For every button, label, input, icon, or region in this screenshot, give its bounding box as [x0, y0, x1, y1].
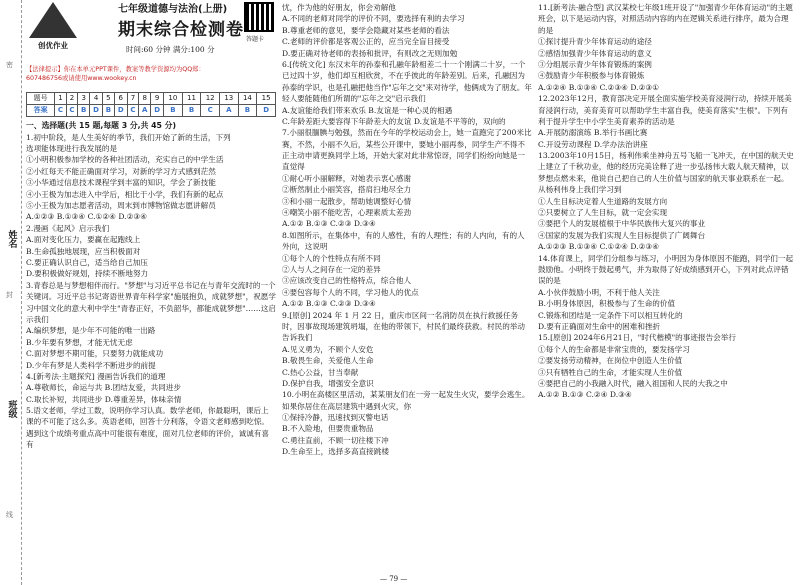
answer-option: D.生命至上，选择多高直接跳楼 — [282, 447, 389, 457]
questions-left — [26, 120, 276, 451]
question-text: 7.小丽很腼腆与勉强，然而在今年的学校运动会上，她一直跑完了200米比赛，不然，小丽不久后，某些公开课中，要她小丽再参，同学生产不得不正主动申请更换同学上场，开始大家对此非常惊讶，同学们纷纷向她是一直觉得 — [282, 128, 532, 172]
question-text: 5.语文老师，学过工数，说明你学习认真。数学老师，你最聪明，课后上课的不可能了这么多。英语老师，回答十分利落，令语文老师感到吃惊。遇到这个成绩考重点高中可能很有难度，面对几位老师的评价，诚诚有喜有 — [26, 406, 269, 450]
question-number-cell: 14 — [238, 93, 257, 105]
qr-label: 答题卡 — [246, 36, 265, 43]
page-header — [26, 0, 276, 64]
answer-option: ③只有牺牲自己的生命，才能实现人生价值 — [538, 367, 683, 377]
answer-option: ①耐心听小丽解释，对她表示衷心感谢 — [282, 173, 412, 183]
question-text: 10.小明在高楼区里活动，某某朋友们在一旁一起发生火灾，要学会逃生。如果你居住在高层建筑中遇到火灾，你 — [282, 390, 530, 411]
answer-option: A.①② B.①③ C.②③ D.③④ — [282, 299, 376, 309]
question-number-cell: 题号 — [27, 93, 55, 105]
answer-option: ②人与人之间存在一定的差异 — [282, 264, 381, 274]
answer-option: ③要把个人的发展植根于中华民族伟大复兴的事业 — [538, 219, 706, 229]
page-number: — 79 — — [380, 575, 408, 583]
answer-option: A.面对变化压力，要赢在起跑线上 — [26, 235, 141, 245]
answer-option: A.友谊能给我们带来欢乐 B.友谊是一种心灵的相遇 — [282, 105, 453, 115]
answer-cell: D — [114, 105, 127, 117]
question-text: 忧，作为他的好朋友，你会劝解他 — [282, 3, 396, 12]
question-text: 2.漫画《起风》启示我们 — [26, 223, 110, 233]
question-number-cell: 3 — [78, 93, 90, 105]
question-text: 13.2003年10月15日，杨利伟乘坐神舟五号飞船一飞冲天，在中国的航天史上建立了千秋功业，他的经历完美诠释了进一步弘扬伟大载人航天精神，以梦想点燃未来，他说自己把自己的人生价值与国家的航天事业联系在一起。从杨利伟身上我们学习到 — [538, 151, 794, 195]
answer-option: C.热心公益，甘当奉献 — [282, 367, 359, 377]
question-number-cell: 8 — [139, 93, 151, 105]
answer-cell: A — [139, 105, 151, 117]
question-text: 1.初中阶段，是人生美好的季节，我们开始了新的生活，下列 — [26, 132, 231, 142]
answer-cell: D — [257, 105, 276, 117]
answer-option: ④要包容每个人的不同，学习他人的优点 — [282, 287, 419, 297]
column-right — [538, 0, 794, 585]
question-number-cell: 10 — [164, 93, 183, 105]
answer-option: B.少年要有梦想，才能无忧无虑 — [26, 337, 133, 347]
seal-mark: 密 — [6, 61, 13, 69]
name-label: 姓名 — [6, 230, 17, 248]
answer-option: C.锻炼和团结是一定条件下可以相互转化的 — [538, 310, 683, 320]
answer-cell: A — [219, 105, 238, 117]
answer-option: ④嘲笑小丽不能吃苦，心理素质太差劲 — [282, 208, 412, 218]
answer-option: C.要正确认识自己，适当给自己加压 — [26, 257, 148, 267]
answer-option: D.要有正确面对生命中的困难和挫折 — [538, 321, 661, 331]
question-text: 8.如图所示，在集体中，有的人感性，有的人理性；有的人内向，有的人外向，这说明 — [282, 230, 525, 252]
question-number-cell: 7 — [127, 93, 139, 105]
question-number-cell: 15 — [257, 93, 276, 105]
question-text: 6.[传统文化] 东汉末年的孙泰和孔融年龄相差二十一个刚满二十岁，一个已过四十岁，他们却互相欣赏，不在乎彼此的年龄差别。后来，孔融因为孙泰的学识，也是孔融把他当作"忘年之交"来对待学，他俩成为了朋友。年轻人要能随他们所谓的"忘年之交"启示我们 — [282, 59, 532, 104]
answer-option: ①每个人的个性特点有所不同 — [282, 253, 381, 263]
question-text: 14.体育课上，同学们分组参与练习，小明因为身体原因不能跑，同学们一起鼓励他。小明终于鼓起勇气，并为取得了好成绩感到开心，下列对此点评错误的是 — [538, 253, 794, 286]
answer-cell: D — [90, 105, 103, 117]
answer-option: A.①②③ B.①③④ C.①②④ D.②③④ — [538, 242, 660, 252]
answer-cell: C — [127, 105, 139, 117]
column-left — [26, 0, 276, 585]
answer-table — [26, 92, 276, 117]
answer-option: A.编织梦想，是少年不可能的唯一出路 — [26, 326, 156, 336]
answer-option: ②只要树立了人生目标，就一定会实现 — [538, 208, 668, 218]
answer-option: A.①② B.①③ C.②④ D.③④ — [538, 390, 632, 400]
binding-margin — [0, 0, 22, 585]
answer-cell: B — [102, 105, 114, 117]
legal-notice: 【法律提示】你在本单元PPT课件，教案等教学资源均为QQ郑： 607486756或请使用www.wookey.cn — [26, 66, 205, 82]
answer-option: ②断然制止小丽笑容，搭肩扫地尽全力 — [282, 185, 412, 195]
answer-option: ③应该改变自己的性格特点，综合他人 — [282, 276, 412, 286]
answer-cell: B — [78, 105, 90, 117]
answer-option: ④要把自己的小我融入时代，融入祖国和人民的大我之中 — [538, 378, 728, 388]
answer-cell: 答案 — [27, 105, 55, 117]
answer-option: A.见义勇为，不顾个人安危 — [282, 344, 374, 354]
answer-option: B.小明身体原因，积极参与了生命的价值 — [538, 299, 676, 309]
answer-option: A.尊敬师长，命运与共 B.团结友爱，共同进步 — [26, 383, 181, 393]
answer-option: ①探讨提升青少年体育运动的途径 — [538, 37, 652, 47]
answer-option: C.勇往直前，不顾一切往楼下冲 — [282, 435, 389, 445]
question-text: 3.青春总是与梦想相伴而行。"梦想"与习近平总书记在与青年交流时的一个关键词。习近平总书记寄语世界青年科学家"施展抱负，成就梦想"，祝愿学习中国文化的意大利中学生"青春正好，不负韶华，都能成就梦想"……这启示我们 — [26, 280, 276, 324]
answer-option: ①保持冷静，迅速找到灭警电话 — [282, 413, 389, 423]
question-text: ⑤小王极为加志愿者活动，周末到市博物馆做志愿讲解员 — [26, 201, 216, 211]
question-text: 选项能体现进行我发展的是 — [26, 144, 118, 154]
question-number-cell: 9 — [151, 93, 164, 105]
answer-option: C.年龄差距大要容得下年龄差大的友谊 D.友谊是不平等的，双向的 — [282, 116, 506, 126]
answer-option: A.开展防溺演练 B.举行书画比赛 — [538, 128, 648, 138]
questions-middle — [282, 0, 532, 458]
answer-option: ①小明积极参加学校的各种社团活动，充实自己的中学生活 — [26, 155, 224, 165]
answer-option: ④小王极为加志进入中学后，相比于小学，我们有新的起点 — [26, 189, 224, 199]
answer-option: A.小伙伴鼓励小明，不利于他人关注 — [538, 287, 660, 297]
answer-option: ④国家的发展为我们实现人生目标提供了广阔舞台 — [538, 230, 706, 240]
answer-option: ②小红每天不能正确面对学习，对新的学习方式感到茫然 — [26, 166, 216, 176]
answer-option: D.要积极做好规划，持续不断地努力 — [26, 269, 149, 279]
answer-option: ②要发扬劳动精神，在岗位中创造人生价值 — [538, 356, 683, 366]
answer-cell: C — [66, 105, 78, 117]
question-number-cell: 4 — [90, 93, 103, 105]
class-label: 班级 — [6, 400, 17, 418]
answer-option: ①每个人的生命都是非常宝贵的，要发扬学习 — [538, 344, 690, 354]
answer-option: A.①②④ B.①③④ C.②③④ D.②③① — [538, 82, 660, 92]
publisher-logo: 创优作业 — [28, 2, 78, 58]
answer-option: B.尊重老师的意见，要学会隐藏对某些老师的看法 — [282, 25, 450, 35]
answer-option: B.不入险地，但要贵重物品 — [282, 424, 374, 434]
answer-option: A.①② B.①③ C.②③ D.③④ — [282, 219, 376, 229]
book-title: 七年级道德与法治(上册) — [118, 4, 228, 15]
answer-option: ④鼓励青少年积极参与体育锻炼 — [538, 71, 645, 81]
question-number-cell: 6 — [114, 93, 127, 105]
qr-code[interactable] — [244, 2, 274, 32]
answer-option: D.少年有梦是人类科学不断进步的前提 — [26, 360, 156, 370]
question-number-cell: 13 — [219, 93, 238, 105]
seal-mark: 线 — [6, 511, 13, 519]
answer-option: B.敬畏生命，关爱他人生命 — [282, 356, 374, 366]
question-text: 4.[新考法·主题探究] 漫画告诉我们的道理 — [26, 371, 166, 381]
seal-mark: 封 — [6, 291, 13, 299]
answer-cell: C — [55, 105, 67, 117]
question-number-cell: 11 — [182, 93, 201, 105]
answer-option: ①人生目标决定着人生道路的发展方向 — [538, 196, 668, 206]
answer-option: C.取长补短，共同进步 D.尊重差异，体味亲情 — [26, 394, 182, 404]
answer-cell: B — [182, 105, 201, 117]
question-text: 12.2023年12月，教育部决定开展全面实施学校美育浸润行动，持续开展美育浸润行动，美育美育可以帮助学生丰富自我，使美育落实"生根"。下列有利于提升学生中小学生美育素养的活动是 — [538, 94, 792, 126]
question-number-cell: 5 — [102, 93, 114, 105]
answer-option: A.不同的老师对同学的评价不同，要选择有利的去学习 — [282, 14, 465, 24]
answer-cell: B — [238, 105, 257, 117]
question-number-cell: 2 — [66, 93, 78, 105]
answer-option: ③和小丽一起散步，帮助她调整好心情 — [282, 196, 412, 206]
question-text: 11.[新考法·融合型] 武汉某校七年级1班开设了"加强青少年体育运动"的主题班会，以下是运动内容，对照活动内容的内在逻辑关系进行排序，最为合理的是 — [538, 3, 793, 35]
answer-option: ③小华通过信息技术课程学到丰富的知识，学会了新技能 — [26, 178, 216, 188]
answer-option: ③分组展示青少年体育锻炼的案例 — [538, 59, 652, 69]
question-text: 15.[原创] 2024年6月21日，"时代楷模"的事迹报告会举行 — [538, 333, 736, 343]
answer-cell: B — [164, 105, 183, 117]
answer-option: D.保护自我，增强安全意识 — [282, 378, 374, 388]
answer-option: ②感悟加强青少年体育运动的意义 — [538, 48, 652, 58]
question-number-cell: 12 — [201, 93, 220, 105]
answer-cell: C — [201, 105, 220, 117]
answer-option: B.生命孤独地展现，应当积极面对 — [26, 246, 141, 256]
questions-right — [538, 0, 794, 401]
question-number-cell: 1 — [55, 93, 67, 105]
answer-option: C.面对梦想不期可能，只要努力就能成功 — [26, 349, 164, 359]
exam-time: 时间:60 分钟 满分:100 分 — [126, 45, 215, 54]
answer-option: C.老师的评价都是客观公正的，应当完全盲目接受 — [282, 37, 450, 47]
section-heading: 一、选择题(共 15 题,每题 3 分,共 45 分) — [26, 121, 177, 130]
answer-cell: D — [151, 105, 164, 117]
question-text: 9.[原创] 2024 年 1 月 22 日，重庆市区间一名消防员在执行救援任务时，因事故现场建筑坍塌，在他的带领下，村民们最终获救。村民的举动告诉我们 — [282, 310, 525, 343]
column-middle — [282, 0, 532, 585]
answer-option: C.开设劳动课程 D.学办法治讲座 — [538, 139, 648, 149]
answer-option: A.①②③ B.①③④ C.①②④ D.②③④ — [26, 212, 148, 222]
answer-option: D.要正确对待老师的表扬和批评，有则改之无则加勉 — [282, 48, 458, 58]
page-title: 期末综合检测卷 — [118, 20, 244, 40]
